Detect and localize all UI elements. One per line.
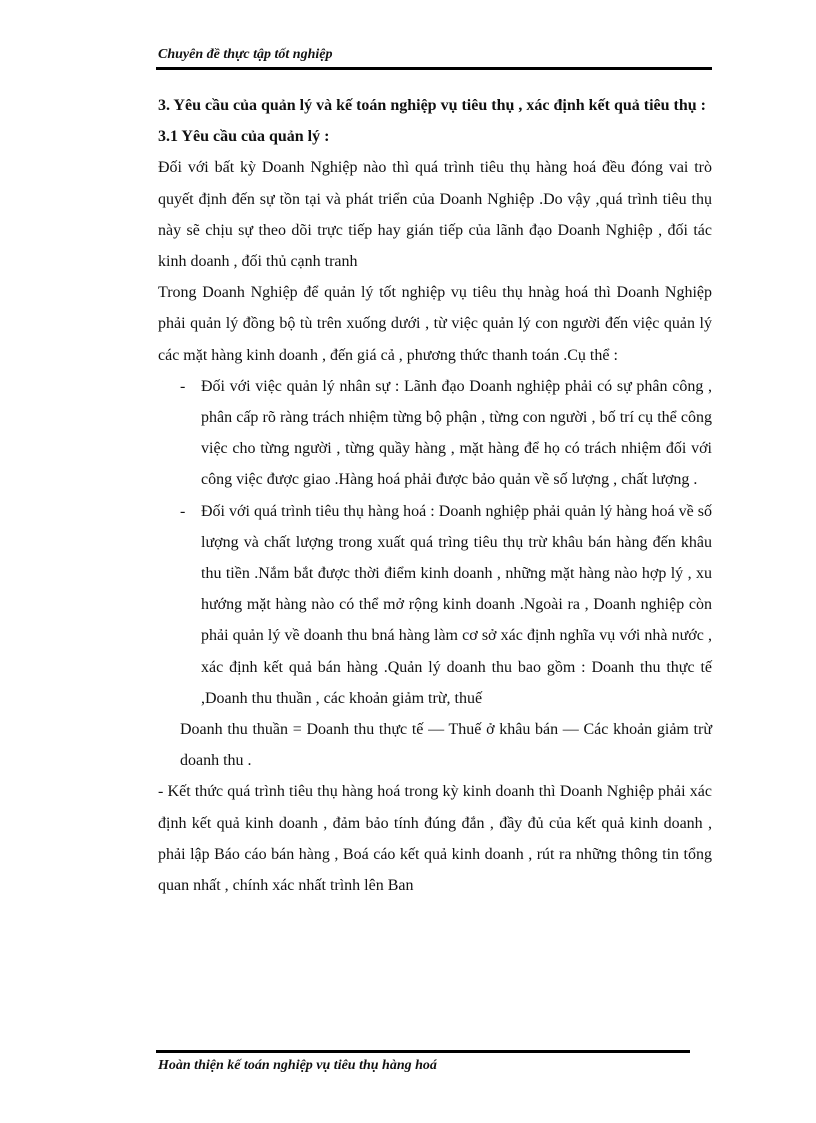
paragraph-intro: Đối với bất kỳ Doanh Nghiệp nào thì quá trình tiêu thụ hàng hoá đều đóng vai trò quyết định đến sự tồn tại và phát triển của Doanh Nghiệp .Do vậy ,quá trình tiêu thụ này sẽ chịu sự theo dõi trực tiếp hay gián tiếp của lãnh đạo Doanh Nghiệp , đối tác kinh doanh , đối thủ cạnh tranh	[158, 159, 712, 271]
bullet-text: Đối với quá trình tiêu thụ hàng hoá : Doanh nghiệp phải quản lý hàng hoá về số lượng và chất lượng trong xuất quá trìng tiêu thụ trừ khâu bán hàng đến khâu thu tiền .Nắm bắt được thời điểm kinh doanh , những mặt hàng nào hợp lý , xu hướng mặt hàng nào có thể mở rộng kinh doanh .Ngoài ra , Doanh nghiệp còn phải quản lý về doanh thu bná hàng làm cơ sở xác định nghĩa vụ với nhà nước , xác định kết quả bán hàng .Quản lý doanh thu bao gồm : Doanh thu thực tế ,Doanh thu thuần , các khoản giảm trừ, thuế	[201, 502, 712, 707]
paragraph-result: - Kết thức quá trình tiêu thụ hàng hoá trong kỳ kinh doanh thì Doanh Nghiệp phải xác định kết quả kinh doanh , đảm bảo tính đúng đắn , đầy đủ của kết quả kinh doanh , phải lập Báo cáo bán hàng , Boá cáo kết quả kinh doanh , rút ra những thông tin tổng quan nhất , chính xác nhất trình lên Ban	[158, 783, 712, 895]
subsection-heading: 3.1 Yêu cầu của quản lý :	[158, 128, 330, 146]
page-footer-title: Hoàn thiện kế toán nghiệp vụ tiêu thụ hàng hoá	[158, 1058, 437, 1073]
header-divider	[156, 67, 712, 70]
footer-divider	[156, 1050, 690, 1053]
bullet-dash: -	[180, 502, 186, 520]
section-heading: 3. Yêu cầu của quản lý và kế toán nghiệp vụ tiêu thụ , xác định kết quả tiêu thụ :	[158, 97, 706, 114]
document-body	[158, 90, 712, 901]
bullet-item	[158, 496, 712, 714]
formula-paragraph: Doanh thu thuần = Doanh thu thực tế — Thuế ở khâu bán — Các khoản giảm trừ doanh thu .	[180, 721, 712, 770]
paragraph-management: Trong Doanh Nghiệp để quản lý tốt nghiệp vụ tiêu thụ hnàg hoá thì Doanh Nghiệp phải quản lý đồng bộ tù trên xuống dưới , từ việc quản lý con người đến việc quản lý các mặt hàng kinh doanh , đến giá cả , phương thức thanh toán .Cụ thể :	[158, 284, 712, 364]
bullet-dash: -	[180, 377, 186, 395]
bullet-list	[158, 371, 712, 714]
page-header-title: Chuyên đề thực tập tốt nghiệp	[158, 47, 333, 62]
bullet-text: Đối với việc quản lý nhân sự : Lãnh đạo Doanh nghiệp phải có sự phân công , phân cấp rõ ràng trách nhiệm từng bộ phận , từng con người , bố trí cụ thể công việc cho từng người , từng quầy hàng , mặt hàng để họ có trách nhiệm đối với công việc được giao .Hàng hoá phải được bảo quản về số lượng , chất lượng .	[201, 377, 712, 489]
bullet-item	[158, 371, 712, 496]
